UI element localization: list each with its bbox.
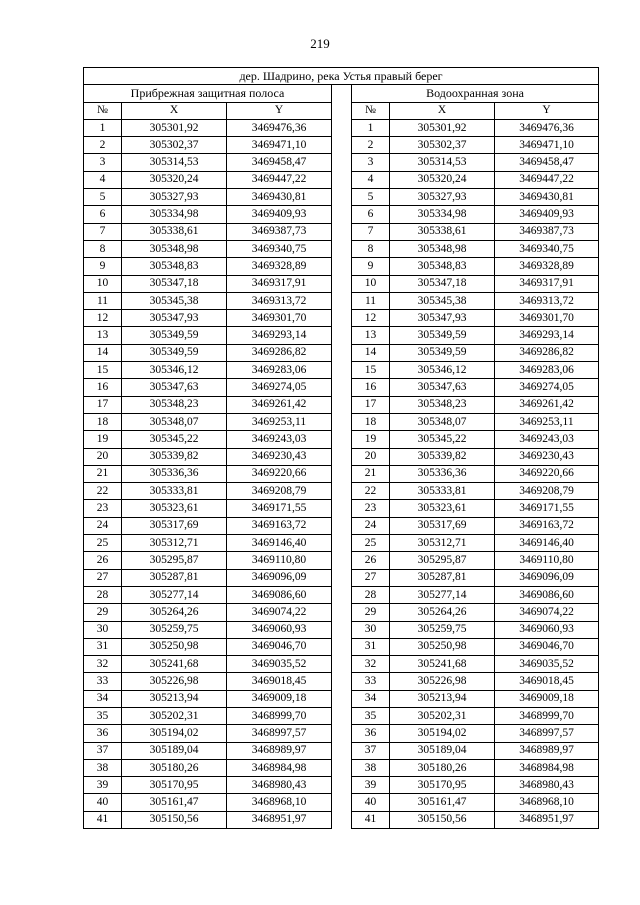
- right-cell-num: 16: [352, 379, 390, 396]
- right-cell-num: 38: [352, 759, 390, 776]
- left-cell-num: 9: [84, 258, 122, 275]
- left-cell-num: 22: [84, 483, 122, 500]
- right-cell-x: 305264,26: [390, 604, 495, 621]
- left-cell-y: 3468989,97: [227, 742, 332, 759]
- left-cell-y: 3469074,22: [227, 604, 332, 621]
- right-cell-x: 305314,53: [390, 154, 495, 171]
- left-cell-num: 29: [84, 604, 122, 621]
- right-cell-y: 3469387,73: [495, 223, 599, 240]
- left-cell-num: 32: [84, 656, 122, 673]
- right-cell-y: 3469471,10: [495, 137, 599, 154]
- left-cell-num: 36: [84, 725, 122, 742]
- left-cell-num: 2: [84, 137, 122, 154]
- right-cell-y: 3469060,93: [495, 621, 599, 638]
- left-cell-x: 305333,81: [122, 483, 227, 500]
- right-cell-x: 305312,71: [390, 535, 495, 552]
- right-cell-x: 305334,98: [390, 206, 495, 223]
- left-cell-num: 3: [84, 154, 122, 171]
- left-cell-num: 4: [84, 171, 122, 188]
- left-cell-y: 3468997,57: [227, 725, 332, 742]
- right-cell-y: 3469274,05: [495, 379, 599, 396]
- right-cell-x: 305317,69: [390, 517, 495, 534]
- left-cell-y: 3469110,80: [227, 552, 332, 569]
- left-cell-y: 3469274,05: [227, 379, 332, 396]
- left-cell-x: 305347,93: [122, 310, 227, 327]
- right-cell-x: 305348,83: [390, 258, 495, 275]
- left-cell-num: 21: [84, 465, 122, 482]
- left-cell-num: 8: [84, 240, 122, 257]
- left-cell-y: 3469163,72: [227, 517, 332, 534]
- right-cell-x: 305346,12: [390, 362, 495, 379]
- left-cell-x: 305295,87: [122, 552, 227, 569]
- left-cell-x: 305150,56: [122, 811, 227, 828]
- left-cell-x: 305317,69: [122, 517, 227, 534]
- right-cell-num: 31: [352, 638, 390, 655]
- left-cell-y: 3469243,03: [227, 431, 332, 448]
- left-cell-y: 3469471,10: [227, 137, 332, 154]
- right-cell-y: 3469328,89: [495, 258, 599, 275]
- left-cell-x: 305348,07: [122, 413, 227, 430]
- left-cell-y: 3469328,89: [227, 258, 332, 275]
- right-cell-num: 41: [352, 811, 390, 828]
- left-cell-x: 305213,94: [122, 690, 227, 707]
- left-cell-num: 17: [84, 396, 122, 413]
- right-cell-x: 305348,23: [390, 396, 495, 413]
- left-cell-y: 3469009,18: [227, 690, 332, 707]
- right-cell-x: 305161,47: [390, 794, 495, 811]
- right-cell-x: 305347,93: [390, 310, 495, 327]
- left-cell-num: 14: [84, 344, 122, 361]
- left-cell-x: 305301,92: [122, 119, 227, 136]
- right-cell-y: 3468968,10: [495, 794, 599, 811]
- left-cell-x: 305314,53: [122, 154, 227, 171]
- right-cell-y: 3469301,70: [495, 310, 599, 327]
- left-cell-x: 305345,22: [122, 431, 227, 448]
- right-cell-y: 3469340,75: [495, 240, 599, 257]
- right-cell-num: 15: [352, 362, 390, 379]
- left-cell-x: 305348,83: [122, 258, 227, 275]
- right-cell-x: 305287,81: [390, 569, 495, 586]
- right-cell-y: 3469317,91: [495, 275, 599, 292]
- right-cell-x: 305295,87: [390, 552, 495, 569]
- left-header-x: X: [122, 102, 227, 119]
- right-header-num: №: [352, 102, 390, 119]
- right-cell-num: 30: [352, 621, 390, 638]
- left-cell-num: 5: [84, 189, 122, 206]
- left-cell-y: 3469220,66: [227, 465, 332, 482]
- right-cell-num: 4: [352, 171, 390, 188]
- section-water-protection-zone: Водоохранная зона: [352, 85, 599, 102]
- coordinates-table: [83, 67, 599, 829]
- left-cell-x: 305345,38: [122, 292, 227, 309]
- right-cell-num: 3: [352, 154, 390, 171]
- left-cell-x: 305338,61: [122, 223, 227, 240]
- right-cell-y: 3469171,55: [495, 500, 599, 517]
- right-cell-y: 3469086,60: [495, 586, 599, 603]
- right-cell-y: 3469293,14: [495, 327, 599, 344]
- right-cell-x: 305338,61: [390, 223, 495, 240]
- left-cell-y: 3469293,14: [227, 327, 332, 344]
- right-cell-num: 2: [352, 137, 390, 154]
- left-cell-num: 37: [84, 742, 122, 759]
- left-cell-y: 3469313,72: [227, 292, 332, 309]
- left-cell-y: 3469387,73: [227, 223, 332, 240]
- right-cell-x: 305323,61: [390, 500, 495, 517]
- right-cell-num: 14: [352, 344, 390, 361]
- right-cell-y: 3468984,98: [495, 759, 599, 776]
- left-cell-num: 12: [84, 310, 122, 327]
- left-cell-x: 305347,18: [122, 275, 227, 292]
- right-cell-y: 3469283,06: [495, 362, 599, 379]
- right-cell-x: 305194,02: [390, 725, 495, 742]
- left-cell-num: 41: [84, 811, 122, 828]
- right-cell-y: 3469208,79: [495, 483, 599, 500]
- left-cell-y: 3469096,09: [227, 569, 332, 586]
- left-cell-x: 305194,02: [122, 725, 227, 742]
- right-cell-num: 11: [352, 292, 390, 309]
- left-cell-num: 25: [84, 535, 122, 552]
- table-title-row: [84, 68, 599, 85]
- right-cell-x: 305348,07: [390, 413, 495, 430]
- right-cell-num: 13: [352, 327, 390, 344]
- left-cell-num: 18: [84, 413, 122, 430]
- column-gap: [332, 85, 352, 829]
- right-cell-num: 8: [352, 240, 390, 257]
- right-cell-num: 18: [352, 413, 390, 430]
- left-cell-x: 305336,36: [122, 465, 227, 482]
- left-cell-y: 3468984,98: [227, 759, 332, 776]
- right-header-y: Y: [495, 102, 599, 119]
- left-cell-y: 3469208,79: [227, 483, 332, 500]
- left-header-num: №: [84, 102, 122, 119]
- right-cell-y: 3469313,72: [495, 292, 599, 309]
- right-cell-num: 26: [352, 552, 390, 569]
- right-cell-x: 305327,93: [390, 189, 495, 206]
- right-cell-num: 36: [352, 725, 390, 742]
- left-cell-y: 3469230,43: [227, 448, 332, 465]
- right-cell-num: 28: [352, 586, 390, 603]
- right-cell-y: 3469146,40: [495, 535, 599, 552]
- left-cell-x: 305259,75: [122, 621, 227, 638]
- left-cell-x: 305277,14: [122, 586, 227, 603]
- left-cell-x: 305349,59: [122, 344, 227, 361]
- left-cell-x: 305349,59: [122, 327, 227, 344]
- left-cell-num: 7: [84, 223, 122, 240]
- right-cell-num: 23: [352, 500, 390, 517]
- left-cell-x: 305250,98: [122, 638, 227, 655]
- right-cell-num: 17: [352, 396, 390, 413]
- right-cell-num: 24: [352, 517, 390, 534]
- left-cell-num: 19: [84, 431, 122, 448]
- right-cell-num: 10: [352, 275, 390, 292]
- left-cell-y: 3469035,52: [227, 656, 332, 673]
- left-cell-x: 305189,04: [122, 742, 227, 759]
- right-cell-num: 20: [352, 448, 390, 465]
- right-cell-num: 12: [352, 310, 390, 327]
- left-cell-x: 305339,82: [122, 448, 227, 465]
- right-cell-y: 3469110,80: [495, 552, 599, 569]
- right-cell-y: 3469035,52: [495, 656, 599, 673]
- right-cell-y: 3468997,57: [495, 725, 599, 742]
- left-cell-y: 3468968,10: [227, 794, 332, 811]
- right-cell-x: 305189,04: [390, 742, 495, 759]
- left-cell-num: 35: [84, 707, 122, 724]
- left-cell-y: 3469253,11: [227, 413, 332, 430]
- left-cell-x: 305202,31: [122, 707, 227, 724]
- left-cell-num: 34: [84, 690, 122, 707]
- right-cell-num: 27: [352, 569, 390, 586]
- left-cell-y: 3469146,40: [227, 535, 332, 552]
- left-cell-x: 305320,24: [122, 171, 227, 188]
- left-cell-y: 3468999,70: [227, 707, 332, 724]
- right-cell-x: 305336,36: [390, 465, 495, 482]
- right-cell-y: 3469096,09: [495, 569, 599, 586]
- left-cell-x: 305241,68: [122, 656, 227, 673]
- right-cell-num: 22: [352, 483, 390, 500]
- right-cell-x: 305333,81: [390, 483, 495, 500]
- right-cell-y: 3469018,45: [495, 673, 599, 690]
- left-cell-num: 30: [84, 621, 122, 638]
- left-cell-x: 305287,81: [122, 569, 227, 586]
- right-cell-y: 3469476,36: [495, 119, 599, 136]
- left-cell-x: 305348,23: [122, 396, 227, 413]
- right-cell-y: 3468999,70: [495, 707, 599, 724]
- right-cell-y: 3469230,43: [495, 448, 599, 465]
- right-cell-num: 1: [352, 119, 390, 136]
- left-cell-num: 39: [84, 777, 122, 794]
- right-cell-num: 5: [352, 189, 390, 206]
- right-cell-num: 37: [352, 742, 390, 759]
- left-cell-y: 3469430,81: [227, 189, 332, 206]
- right-cell-x: 305250,98: [390, 638, 495, 655]
- right-cell-x: 305226,98: [390, 673, 495, 690]
- left-cell-x: 305327,93: [122, 189, 227, 206]
- right-cell-x: 305170,95: [390, 777, 495, 794]
- left-cell-y: 3469286,82: [227, 344, 332, 361]
- left-cell-x: 305312,71: [122, 535, 227, 552]
- left-cell-y: 3469046,70: [227, 638, 332, 655]
- right-cell-num: 6: [352, 206, 390, 223]
- right-cell-y: 3469430,81: [495, 189, 599, 206]
- left-cell-y: 3469171,55: [227, 500, 332, 517]
- right-cell-x: 305301,92: [390, 119, 495, 136]
- right-cell-x: 305241,68: [390, 656, 495, 673]
- left-cell-num: 13: [84, 327, 122, 344]
- right-cell-y: 3468951,97: [495, 811, 599, 828]
- left-cell-num: 27: [84, 569, 122, 586]
- right-cell-num: 7: [352, 223, 390, 240]
- right-cell-x: 305302,37: [390, 137, 495, 154]
- left-cell-x: 305346,12: [122, 362, 227, 379]
- left-cell-y: 3469476,36: [227, 119, 332, 136]
- left-cell-y: 3469018,45: [227, 673, 332, 690]
- left-cell-num: 15: [84, 362, 122, 379]
- right-cell-y: 3469074,22: [495, 604, 599, 621]
- right-cell-num: 32: [352, 656, 390, 673]
- right-cell-x: 305349,59: [390, 344, 495, 361]
- right-cell-y: 3469009,18: [495, 690, 599, 707]
- right-cell-x: 305277,14: [390, 586, 495, 603]
- right-cell-x: 305347,18: [390, 275, 495, 292]
- right-cell-num: 35: [352, 707, 390, 724]
- left-cell-x: 305264,26: [122, 604, 227, 621]
- left-cell-num: 23: [84, 500, 122, 517]
- left-cell-y: 3469317,91: [227, 275, 332, 292]
- left-cell-y: 3469283,06: [227, 362, 332, 379]
- left-cell-x: 305170,95: [122, 777, 227, 794]
- left-cell-num: 16: [84, 379, 122, 396]
- right-cell-x: 305345,38: [390, 292, 495, 309]
- right-cell-x: 305213,94: [390, 690, 495, 707]
- left-cell-x: 305161,47: [122, 794, 227, 811]
- right-cell-y: 3468989,97: [495, 742, 599, 759]
- left-cell-x: 305302,37: [122, 137, 227, 154]
- right-cell-num: 25: [352, 535, 390, 552]
- right-cell-x: 305348,98: [390, 240, 495, 257]
- left-cell-x: 305347,63: [122, 379, 227, 396]
- right-cell-y: 3469253,11: [495, 413, 599, 430]
- left-cell-x: 305226,98: [122, 673, 227, 690]
- right-cell-x: 305349,59: [390, 327, 495, 344]
- right-cell-y: 3469447,22: [495, 171, 599, 188]
- left-header-y: Y: [227, 102, 332, 119]
- right-cell-num: 9: [352, 258, 390, 275]
- page-number: 219: [310, 36, 330, 51]
- left-cell-y: 3468980,43: [227, 777, 332, 794]
- left-cell-num: 1: [84, 119, 122, 136]
- right-cell-y: 3469243,03: [495, 431, 599, 448]
- right-cell-x: 305345,22: [390, 431, 495, 448]
- right-cell-num: 19: [352, 431, 390, 448]
- right-cell-num: 34: [352, 690, 390, 707]
- left-cell-num: 38: [84, 759, 122, 776]
- right-cell-y: 3469220,66: [495, 465, 599, 482]
- right-cell-num: 39: [352, 777, 390, 794]
- left-cell-num: 20: [84, 448, 122, 465]
- right-cell-x: 305180,26: [390, 759, 495, 776]
- section-header-row: [84, 85, 599, 102]
- left-cell-y: 3469261,42: [227, 396, 332, 413]
- right-cell-y: 3468980,43: [495, 777, 599, 794]
- left-cell-num: 33: [84, 673, 122, 690]
- right-cell-x: 305259,75: [390, 621, 495, 638]
- right-cell-x: 305150,56: [390, 811, 495, 828]
- left-cell-y: 3468951,97: [227, 811, 332, 828]
- left-cell-y: 3469409,93: [227, 206, 332, 223]
- left-cell-num: 6: [84, 206, 122, 223]
- left-cell-x: 305334,98: [122, 206, 227, 223]
- right-cell-x: 305320,24: [390, 171, 495, 188]
- left-cell-y: 3469086,60: [227, 586, 332, 603]
- right-cell-y: 3469458,47: [495, 154, 599, 171]
- left-cell-num: 31: [84, 638, 122, 655]
- right-cell-x: 305347,63: [390, 379, 495, 396]
- left-cell-x: 305180,26: [122, 759, 227, 776]
- right-cell-num: 21: [352, 465, 390, 482]
- left-cell-y: 3469301,70: [227, 310, 332, 327]
- left-cell-y: 3469340,75: [227, 240, 332, 257]
- right-cell-num: 40: [352, 794, 390, 811]
- right-cell-num: 29: [352, 604, 390, 621]
- right-cell-x: 305202,31: [390, 707, 495, 724]
- left-cell-num: 28: [84, 586, 122, 603]
- left-cell-x: 305348,98: [122, 240, 227, 257]
- right-header-x: X: [390, 102, 495, 119]
- right-cell-x: 305339,82: [390, 448, 495, 465]
- left-cell-y: 3469458,47: [227, 154, 332, 171]
- right-cell-y: 3469286,82: [495, 344, 599, 361]
- left-cell-num: 40: [84, 794, 122, 811]
- left-cell-x: 305323,61: [122, 500, 227, 517]
- right-cell-y: 3469409,93: [495, 206, 599, 223]
- left-cell-num: 24: [84, 517, 122, 534]
- section-coastal-strip: Прибрежная защитная полоса: [84, 85, 332, 102]
- left-cell-num: 11: [84, 292, 122, 309]
- right-cell-y: 3469046,70: [495, 638, 599, 655]
- left-cell-y: 3469447,22: [227, 171, 332, 188]
- left-cell-num: 26: [84, 552, 122, 569]
- right-cell-y: 3469261,42: [495, 396, 599, 413]
- right-cell-y: 3469163,72: [495, 517, 599, 534]
- left-cell-y: 3469060,93: [227, 621, 332, 638]
- left-cell-num: 10: [84, 275, 122, 292]
- right-cell-num: 33: [352, 673, 390, 690]
- table-title: дер. Шадрино, река Устья правый берег: [84, 68, 599, 85]
